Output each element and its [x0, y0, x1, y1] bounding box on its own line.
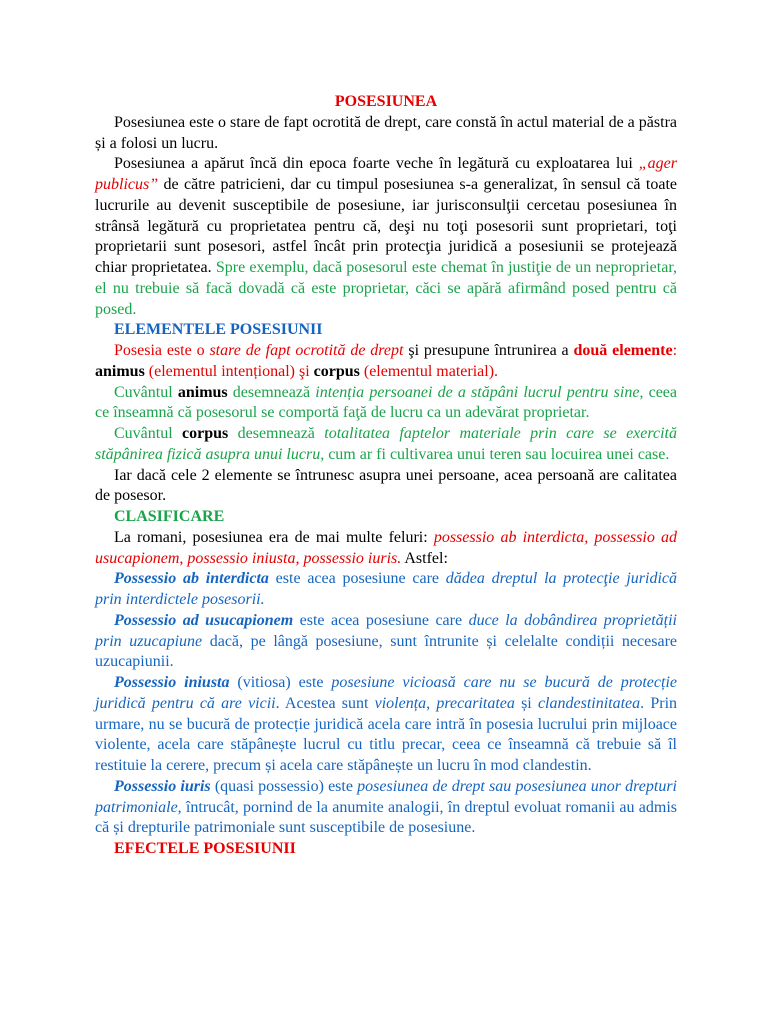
heading-clasificare: CLASIFICARE	[114, 508, 225, 525]
paragraph-iuris: Possessio iuris (quasi possessio) este posesiunea de drept sau posesiunea unor drepturi patrimoniale, întrucât, pornind de la anumite analogii, în dreptul evoluat romanii au admis că și drepturile patrimoniale sunt susceptibile de posesiune.	[95, 777, 678, 837]
example-text: Spre exemplu, dacă posesorul este chemat în justiţie de un neproprietar, el nu trebuie să facă dovadă că este proprietar, căci se apără afirmând posed pentru că posed.	[95, 259, 678, 318]
paragraph-ad-usucapionem: Possessio ad usucapionem este acea posesiune care duce la dobândirea proprietății prin uzucapiune dacă, pe lângă posesiune, sunt întrunite și celelalte condiții necesare uzucapiunii.	[95, 611, 677, 671]
paragraph-types: La romani, posesiunea era de mai multe feluri: possessio ab interdicta, possessio ad usucapionem, possessio iniusta, possessio iuris. Astfel:	[95, 528, 677, 567]
paragraph-animus: Cuvântul animus desemnează intenția persoanei de a stăpâni lucrul pentru sine, ceea ce înseamnă că posesorul se comportă faţă de lucru ca un adevărat proprietar.	[95, 383, 678, 422]
paragraph-definition: Posesiunea este o stare de fapt ocrotită de drept, care constă în actul material de a păstra și a folosi un lucru.	[95, 113, 677, 152]
paragraph-possessor: Iar dacă cele 2 elemente se întrunesc asupra unei persoane, acea persoană are calitatea de posesor.	[95, 466, 677, 505]
paragraph-iniusta: Possessio iniusta (vitiosa) este posesiune vicioasă care nu se bucură de protecție juridică pentru că are vicii. Acestea sunt violența, precaritatea și clandestinitatea. Prin urmare, nu se bucură de protecție juridică acela care intră în posesia lucrului prin mijloace violente, acela care stăpânește lucrul cu titlu precar, ceea ce înseamnă că trebuie să îl restituie la cerere, precum și acela care stăpânește un lucru în mod clandestin.	[95, 674, 678, 774]
paragraph-elements: Posesia este o stare de fapt ocrotită de drept şi presupune întrunirea a două elemente: animus (elementul intențional) şi corpus (elementul material).	[95, 342, 678, 380]
ager-publicus-term: „ager publicus”	[95, 155, 677, 193]
document-page	[95, 92, 677, 860]
paragraph-history: Posesiunea a apărut încă din epoca foarte veche în legătură cu exploatarea lui „ager publicus” de către patricieni, dar cu timpul posesiunea s-a generalizat, în sensul că toate lucrurile au devenit susceptibile de posesiune, iar jurisconsulţii cercetau posesiunea în strânsă legătură cu proprietatea pentru că, deşi nu toţi posesorii sunt proprietari, toţi proprietarii sunt posesori, astfel încât prin protecţia juridică a posesiunii se protejează chiar proprietatea. Spre exemplu, dacă posesorul este chemat în justiţie de un neproprietar, el nu trebuie să facă dovadă că este proprietar, căci se apără afirmând posed pentru că posed.	[95, 155, 678, 318]
paragraph-corpus: Cuvântul corpus desemnează totalitatea faptelor materiale prin care se exercită stăpânirea fizică asupra unui lucru, cum ar fi cultivarea unui teren sau locuirea unei case.	[95, 425, 677, 463]
heading-elemente: ELEMENTELE POSESIUNII	[114, 321, 323, 339]
heading-efecte: EFECTELE POSESIUNII	[114, 840, 296, 857]
page-title: POSESIUNEA	[334, 93, 438, 110]
paragraph-ab-interdicta: Possessio ab interdicta este acea posesiune care dădea dreptul la protecţie juridică prin interdictele posesorii.	[95, 570, 678, 608]
